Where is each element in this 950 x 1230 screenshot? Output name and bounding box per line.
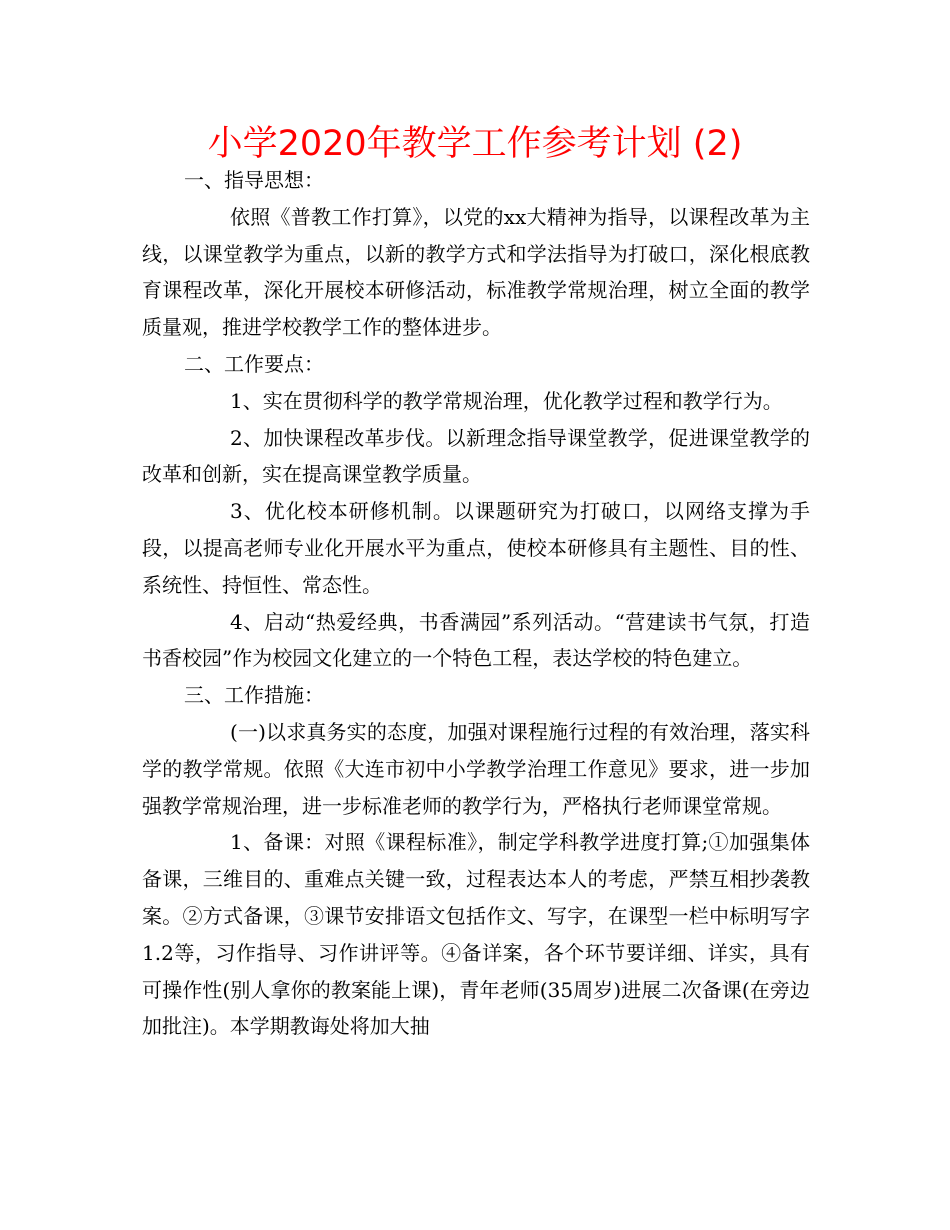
paragraph-work-point-1: 1、实在贯彻科学的教学常规治理，优化教学过程和教学行为。 xyxy=(230,388,783,413)
paragraph-guiding-ideology: 依照《普教工作打算》，以党的xx大精神为指导，以课程改革为主线，以课堂教学为重点，以新的教学方式和学法指导为打破口，深化根底教育课程改革，深化开展校本研修活动，标准教学常规治理，树立全面的教学质量观，推进学校教学工作的整体进步。 xyxy=(142,204,810,340)
paragraph-measure-1: (一)以求真务实的态度，加强对课程施行过程的有效治理，落实科学的教学常规。依照《大连市初中小学教学治理工作意见》要求，进一步加强教学常规治理，进一步标准老师的教学行为，严格执行老师课堂常规。 xyxy=(142,719,810,818)
paragraph-lesson-preparation: 1、备课：对照《课程标准》，制定学科教学进度打算;①加强集体备课，三维目的、重难点关键一致，过程表达本人的考虑，严禁互相抄袭教案。②方式备课，③课节安排语文包括作文、写字，在课型一栏中标明写字1.2等，习作指导、习作讲评等。④备详案，各个环节要详细、详实，具有可操作性(别人拿你的教案能上课)，青年老师(35周岁)进展二次备课(在旁边加批注)。本学期教诲处将加大抽 xyxy=(142,830,810,1039)
document-body xyxy=(142,162,810,1045)
document-title: 小学2020年教学工作参考计划 (2) xyxy=(207,124,743,164)
section-heading-work-measures: 三、工作措施： xyxy=(184,683,324,708)
section-heading-guiding-ideology: 一、指导思想： xyxy=(184,168,324,192)
section-heading-work-points: 二、工作要点： xyxy=(184,351,324,376)
paragraph-work-point-2: 2、加快课程改革步伐。以新理念指导课堂教学，促进课堂教学的改革和创新，实在提高课堂教学质量。 xyxy=(142,425,810,487)
paragraph-work-point-4: 4、启动“热爱经典，书香满园”系列活动。“营建读书气氛，打造书香校园”作为校园文化建立的一个特色工程，表达学校的特色建立。 xyxy=(142,609,810,671)
paragraph-work-point-3: 3、优化校本研修机制。以课题研究为打破口，以网络支撑为手段，以提高老师专业化开展水平为重点，使校本研修具有主题性、目的性、系统性、持恒性、常态性。 xyxy=(142,499,810,597)
